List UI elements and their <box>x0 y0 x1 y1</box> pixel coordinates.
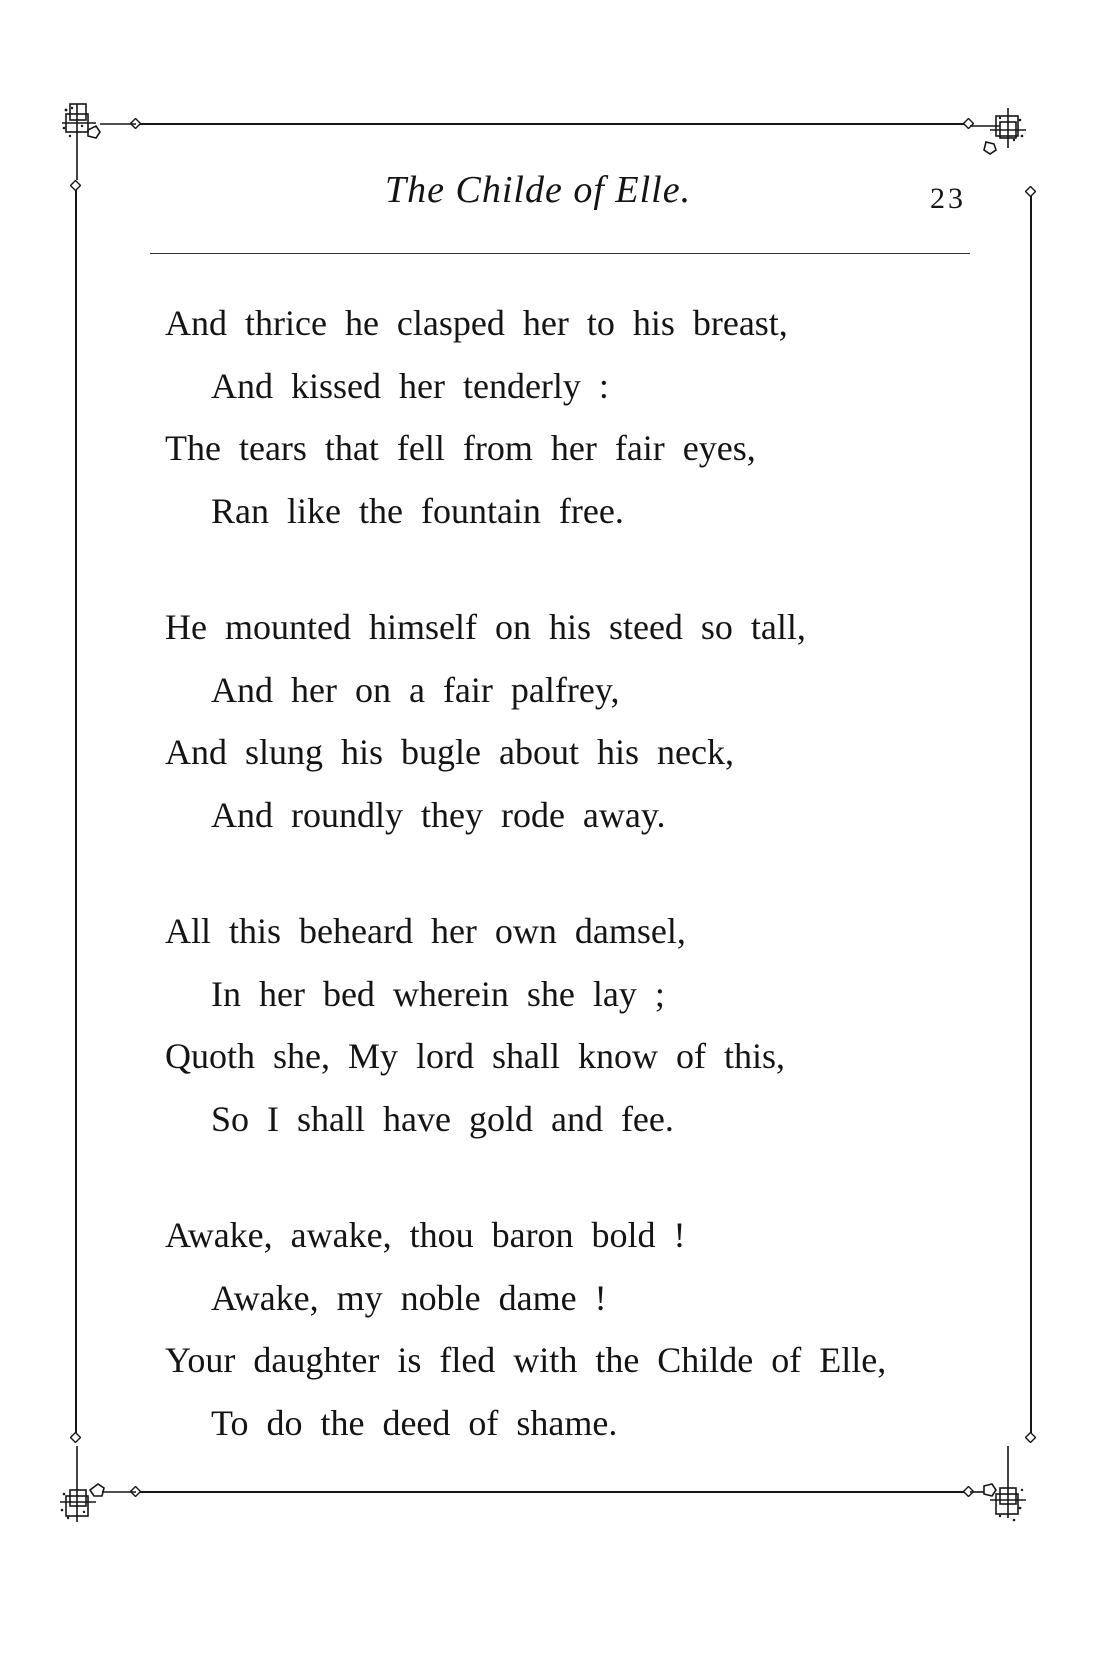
diamond-icon <box>70 1432 81 1443</box>
verse-line: And roundly they rode away. <box>211 794 666 835</box>
verse-line: Awake, awake, thou baron bold ! <box>165 1215 686 1255</box>
running-title: The Childe of Elle. <box>385 169 692 211</box>
verse-line: The tears that fell from her fair eyes, <box>165 428 756 468</box>
verse-line: And slung his bugle about his neck, <box>165 732 734 772</box>
stanza <box>165 1204 995 1454</box>
verse-line: Ran like the fountain free. <box>211 490 624 531</box>
frame-top-rule <box>140 123 970 125</box>
verse-line: Your daughter is fled with the Childe of Elle, <box>165 1340 887 1380</box>
diamond-icon <box>1025 1432 1036 1443</box>
poem-body <box>165 292 995 1508</box>
page-number: 23 <box>930 182 966 215</box>
diamond-icon <box>70 180 81 191</box>
floral-corner-icon <box>56 1446 136 1526</box>
verse-line: All this beheard her own damsel, <box>165 911 686 951</box>
verse-line: So I shall have gold and fee. <box>211 1098 674 1139</box>
floral-corner-icon <box>56 100 136 180</box>
verse-line: In her bed wherein she lay ; <box>211 973 665 1014</box>
verse-line: Quoth she, My lord shall know of this, <box>165 1036 785 1076</box>
verse-line: And thrice he clasped her to his breast, <box>165 303 788 343</box>
stanza <box>165 596 995 846</box>
floral-corner-icon <box>970 108 1050 188</box>
verse-line: And kissed her tenderly : <box>211 365 609 406</box>
stanza <box>165 900 995 1150</box>
verse-line: To do the deed of shame. <box>211 1402 618 1443</box>
frame-left-rule <box>75 190 77 1435</box>
verse-line: Awake, my noble dame ! <box>211 1277 607 1318</box>
header-rule <box>150 253 970 254</box>
stanza <box>165 292 995 542</box>
frame-right-rule <box>1030 195 1032 1440</box>
verse-line: And her on a fair palfrey, <box>211 669 620 710</box>
verse-line: He mounted himself on his steed so tall, <box>165 607 806 647</box>
